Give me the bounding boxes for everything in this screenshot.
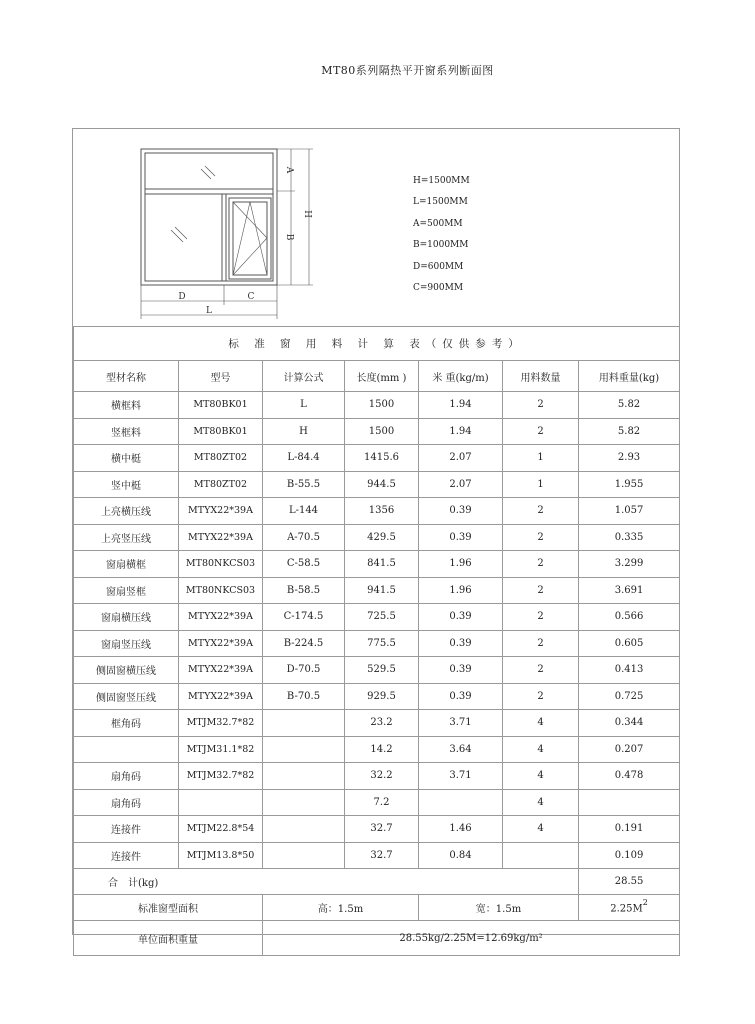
table-cell: 2.93 bbox=[579, 445, 680, 472]
table-cell: 窗扇竖压线 bbox=[74, 630, 179, 657]
window-outer-frame bbox=[141, 149, 277, 285]
table-cell: 0.725 bbox=[579, 683, 680, 710]
table-cell: 2 bbox=[503, 683, 579, 710]
table-row bbox=[74, 683, 680, 710]
table-cell bbox=[263, 816, 345, 843]
total-row bbox=[74, 869, 680, 895]
sash-open-line-1 bbox=[233, 238, 267, 275]
table-cell: MT80ZT02 bbox=[179, 471, 263, 498]
table-row bbox=[74, 445, 680, 472]
table-row bbox=[74, 763, 680, 790]
table-cell: B-55.5 bbox=[263, 471, 345, 498]
table-cell: MTYX22*39A bbox=[179, 657, 263, 684]
table-cell: 0.109 bbox=[579, 842, 680, 869]
table-cell: 侧固窗竖压线 bbox=[74, 683, 179, 710]
table-cell: 0.84 bbox=[419, 842, 503, 869]
table-row bbox=[74, 657, 680, 684]
sash-outer bbox=[229, 198, 271, 279]
table-row bbox=[74, 551, 680, 578]
table-cell: 0.605 bbox=[579, 630, 680, 657]
table-cell: 725.5 bbox=[345, 604, 419, 631]
table-cell: H bbox=[263, 418, 345, 445]
table-cell: L-144 bbox=[263, 498, 345, 525]
table-cell: 0.39 bbox=[419, 657, 503, 684]
table-cell: 上亮横压线 bbox=[74, 498, 179, 525]
table-cell: 2 bbox=[503, 551, 579, 578]
glass-mark-3 bbox=[171, 230, 183, 242]
header-cell: 用料数量 bbox=[503, 361, 579, 392]
table-cell: 4 bbox=[503, 789, 579, 816]
area-value: 2.25M bbox=[610, 903, 643, 915]
spec-item: D=600MM bbox=[413, 261, 464, 272]
table-cell: 横框料 bbox=[74, 392, 179, 419]
table-cell bbox=[263, 710, 345, 737]
unit-weight-row bbox=[74, 921, 680, 956]
table-cell: 32.2 bbox=[345, 763, 419, 790]
table-cell: 2 bbox=[503, 418, 579, 445]
table-cell: 0.39 bbox=[419, 683, 503, 710]
table-cell: 0.344 bbox=[579, 710, 680, 737]
table-cell: B-58.5 bbox=[263, 577, 345, 604]
table-cell: 1.955 bbox=[579, 471, 680, 498]
material-calculation-table bbox=[73, 326, 680, 956]
table-cell: 5.82 bbox=[579, 392, 680, 419]
table-cell: 扇角码 bbox=[74, 763, 179, 790]
table-cell: 23.2 bbox=[345, 710, 419, 737]
table-cell: 529.5 bbox=[345, 657, 419, 684]
table-row bbox=[74, 842, 680, 869]
table-cell: 0.191 bbox=[579, 816, 680, 843]
table-cell: 2 bbox=[503, 657, 579, 684]
table-header-row bbox=[74, 361, 680, 392]
table-cell: 连接件 bbox=[74, 842, 179, 869]
table-cell: 2.07 bbox=[419, 471, 503, 498]
sash-open-line-4 bbox=[250, 202, 267, 275]
table-caption: 标 准 窗 用 料 计 算 表（仅供参考） bbox=[74, 327, 680, 361]
table-cell: 窗扇横压线 bbox=[74, 604, 179, 631]
table-cell: 1500 bbox=[345, 392, 419, 419]
table-cell: 2 bbox=[503, 604, 579, 631]
table-cell: 竖框料 bbox=[74, 418, 179, 445]
header-cell: 型材名称 bbox=[74, 361, 179, 392]
table-cell: 429.5 bbox=[345, 524, 419, 551]
table-cell: 0.39 bbox=[419, 498, 503, 525]
dim-label-b: B bbox=[284, 233, 294, 241]
table-row bbox=[74, 498, 680, 525]
table-cell: MTJM32.7*82 bbox=[179, 763, 263, 790]
sash-inner bbox=[233, 202, 267, 275]
table-cell bbox=[74, 736, 179, 763]
table-row bbox=[74, 710, 680, 737]
header-cell: 计算公式 bbox=[263, 361, 345, 392]
table-cell: 0.39 bbox=[419, 630, 503, 657]
table-cell: 32.7 bbox=[345, 816, 419, 843]
table-row bbox=[74, 604, 680, 631]
total-label: 合 计(kg) bbox=[74, 869, 579, 895]
table-cell: 竖中梃 bbox=[74, 471, 179, 498]
header-cell: 米 重(kg/m) bbox=[419, 361, 503, 392]
table-cell: 3.299 bbox=[579, 551, 680, 578]
table-cell: MTJM31.1*82 bbox=[179, 736, 263, 763]
table-cell bbox=[503, 842, 579, 869]
table-cell: MTYX22*39A bbox=[179, 498, 263, 525]
table-cell: 2 bbox=[503, 524, 579, 551]
table-cell: L bbox=[263, 392, 345, 419]
table-cell: 0.478 bbox=[579, 763, 680, 790]
table-cell: 4 bbox=[503, 710, 579, 737]
table-cell: 上亮竖压线 bbox=[74, 524, 179, 551]
table-cell: 4 bbox=[503, 763, 579, 790]
table-cell: 1.94 bbox=[419, 418, 503, 445]
table-row bbox=[74, 789, 680, 816]
table-cell: 2.07 bbox=[419, 445, 503, 472]
area-height: 高：1.5m bbox=[263, 895, 419, 921]
table-cell: 0.335 bbox=[579, 524, 680, 551]
table-cell: 框角码 bbox=[74, 710, 179, 737]
table-row bbox=[74, 471, 680, 498]
window-elevation-diagram bbox=[73, 129, 413, 326]
table-cell: 775.5 bbox=[345, 630, 419, 657]
table-cell: 1415.6 bbox=[345, 445, 419, 472]
table-cell: MT80NKCS03 bbox=[179, 551, 263, 578]
table-cell: 0.566 bbox=[579, 604, 680, 631]
table-cell: 1 bbox=[503, 471, 579, 498]
table-cell: 1.96 bbox=[419, 577, 503, 604]
table-cell: C-58.5 bbox=[263, 551, 345, 578]
table-cell: 1.94 bbox=[419, 392, 503, 419]
table-cell: MT80BK01 bbox=[179, 418, 263, 445]
area-value-cell bbox=[579, 895, 680, 921]
table-cell: 14.2 bbox=[345, 736, 419, 763]
spec-list bbox=[413, 171, 470, 299]
table-row bbox=[74, 630, 680, 657]
header-cell: 长度(mm ) bbox=[345, 361, 419, 392]
unit-weight-value: 28.55kg/2.25M=12.69kg/m² bbox=[263, 921, 680, 956]
dim-label-h: H bbox=[302, 210, 312, 218]
table-cell: 扇角码 bbox=[74, 789, 179, 816]
spec-item: A=500MM bbox=[413, 218, 463, 229]
table-cell: 1356 bbox=[345, 498, 419, 525]
table-cell: MTJM13.8*50 bbox=[179, 842, 263, 869]
table-cell: 5.82 bbox=[579, 418, 680, 445]
table-row bbox=[74, 816, 680, 843]
table-cell: B-224.5 bbox=[263, 630, 345, 657]
table-cell: 2 bbox=[503, 498, 579, 525]
table-cell: 1500 bbox=[345, 418, 419, 445]
sash-open-line-3 bbox=[233, 202, 250, 275]
table-cell: 3.64 bbox=[419, 736, 503, 763]
dim-label-c: C bbox=[247, 292, 255, 302]
spec-item: C=900MM bbox=[413, 283, 464, 294]
table-cell: 3.71 bbox=[419, 763, 503, 790]
table-cell: 4 bbox=[503, 816, 579, 843]
table-cell: MT80BK01 bbox=[179, 392, 263, 419]
table-cell: 4 bbox=[503, 736, 579, 763]
sash-open-line-2 bbox=[233, 202, 267, 238]
table-cell bbox=[263, 763, 345, 790]
spec-item: B=1000MM bbox=[413, 240, 469, 251]
table-cell: MTYX22*39A bbox=[179, 630, 263, 657]
table-row bbox=[74, 577, 680, 604]
table-cell: B-70.5 bbox=[263, 683, 345, 710]
area-label: 标准窗型面积 bbox=[74, 895, 263, 921]
table-cell: MTJM32.7*82 bbox=[179, 710, 263, 737]
table-cell: 窗扇竖框 bbox=[74, 577, 179, 604]
glass-mark-4 bbox=[175, 227, 187, 239]
table-cell: C-174.5 bbox=[263, 604, 345, 631]
table-cell: MTYX22*39A bbox=[179, 524, 263, 551]
area-width: 宽：1.5m bbox=[419, 895, 579, 921]
table-row bbox=[74, 524, 680, 551]
table-cell: MTYX22*39A bbox=[179, 604, 263, 631]
table-cell: 7.2 bbox=[345, 789, 419, 816]
table-cell: 0.413 bbox=[579, 657, 680, 684]
area-row bbox=[74, 895, 680, 921]
table-cell: 0.207 bbox=[579, 736, 680, 763]
table-cell: 连接件 bbox=[74, 816, 179, 843]
table-cell: D-70.5 bbox=[263, 657, 345, 684]
table-cell: L-84.4 bbox=[263, 445, 345, 472]
table-row bbox=[74, 418, 680, 445]
table-cell: 横中梃 bbox=[74, 445, 179, 472]
dim-label-l: L bbox=[206, 306, 212, 316]
table-cell: 0.39 bbox=[419, 604, 503, 631]
table-cell: 3.691 bbox=[579, 577, 680, 604]
table-cell: MTYX22*39A bbox=[179, 683, 263, 710]
table-cell: MT80NKCS03 bbox=[179, 577, 263, 604]
table-cell: 32.7 bbox=[345, 842, 419, 869]
table-cell: 1.46 bbox=[419, 816, 503, 843]
table-cell: MTJM22.8*54 bbox=[179, 816, 263, 843]
spec-item: H=1500MM bbox=[413, 176, 470, 186]
table-cell: 窗扇横框 bbox=[74, 551, 179, 578]
header-cell: 用料重量(kg) bbox=[579, 361, 680, 392]
main-frame bbox=[72, 128, 680, 946]
table-cell: 1 bbox=[503, 445, 579, 472]
table-row bbox=[74, 392, 680, 419]
header-cell: 型号 bbox=[179, 361, 263, 392]
table-cell: 929.5 bbox=[345, 683, 419, 710]
table-cell bbox=[263, 736, 345, 763]
spec-item: L=1500MM bbox=[413, 197, 468, 208]
total-value: 28.55 bbox=[579, 869, 680, 895]
table-cell: 0.39 bbox=[419, 524, 503, 551]
table-cell: 2 bbox=[503, 577, 579, 604]
table-cell: 841.5 bbox=[345, 551, 419, 578]
window-diagram-area bbox=[73, 129, 679, 327]
table-cell bbox=[579, 789, 680, 816]
table-cell: MT80ZT02 bbox=[179, 445, 263, 472]
table-cell: 2 bbox=[503, 630, 579, 657]
table-cell bbox=[419, 789, 503, 816]
table-cell: 侧固窗横压线 bbox=[74, 657, 179, 684]
table-cell: 1.057 bbox=[579, 498, 680, 525]
dim-label-a: A bbox=[284, 166, 294, 174]
dim-label-d: D bbox=[178, 292, 186, 302]
table-cell: 3.71 bbox=[419, 710, 503, 737]
table-cell: A-70.5 bbox=[263, 524, 345, 551]
table-cell bbox=[263, 789, 345, 816]
area-unit-superscript: 2 bbox=[642, 898, 648, 908]
table-cell: 941.5 bbox=[345, 577, 419, 604]
document-title: MT80系列隔热平开窗系列断面图 bbox=[321, 64, 494, 77]
table-row bbox=[74, 736, 680, 763]
table-cell: 944.5 bbox=[345, 471, 419, 498]
table-cell bbox=[179, 789, 263, 816]
table-cell: 1.96 bbox=[419, 551, 503, 578]
table-cell: 2 bbox=[503, 392, 579, 419]
unit-weight-label: 单位面积重量 bbox=[74, 921, 263, 956]
table-cell bbox=[263, 842, 345, 869]
